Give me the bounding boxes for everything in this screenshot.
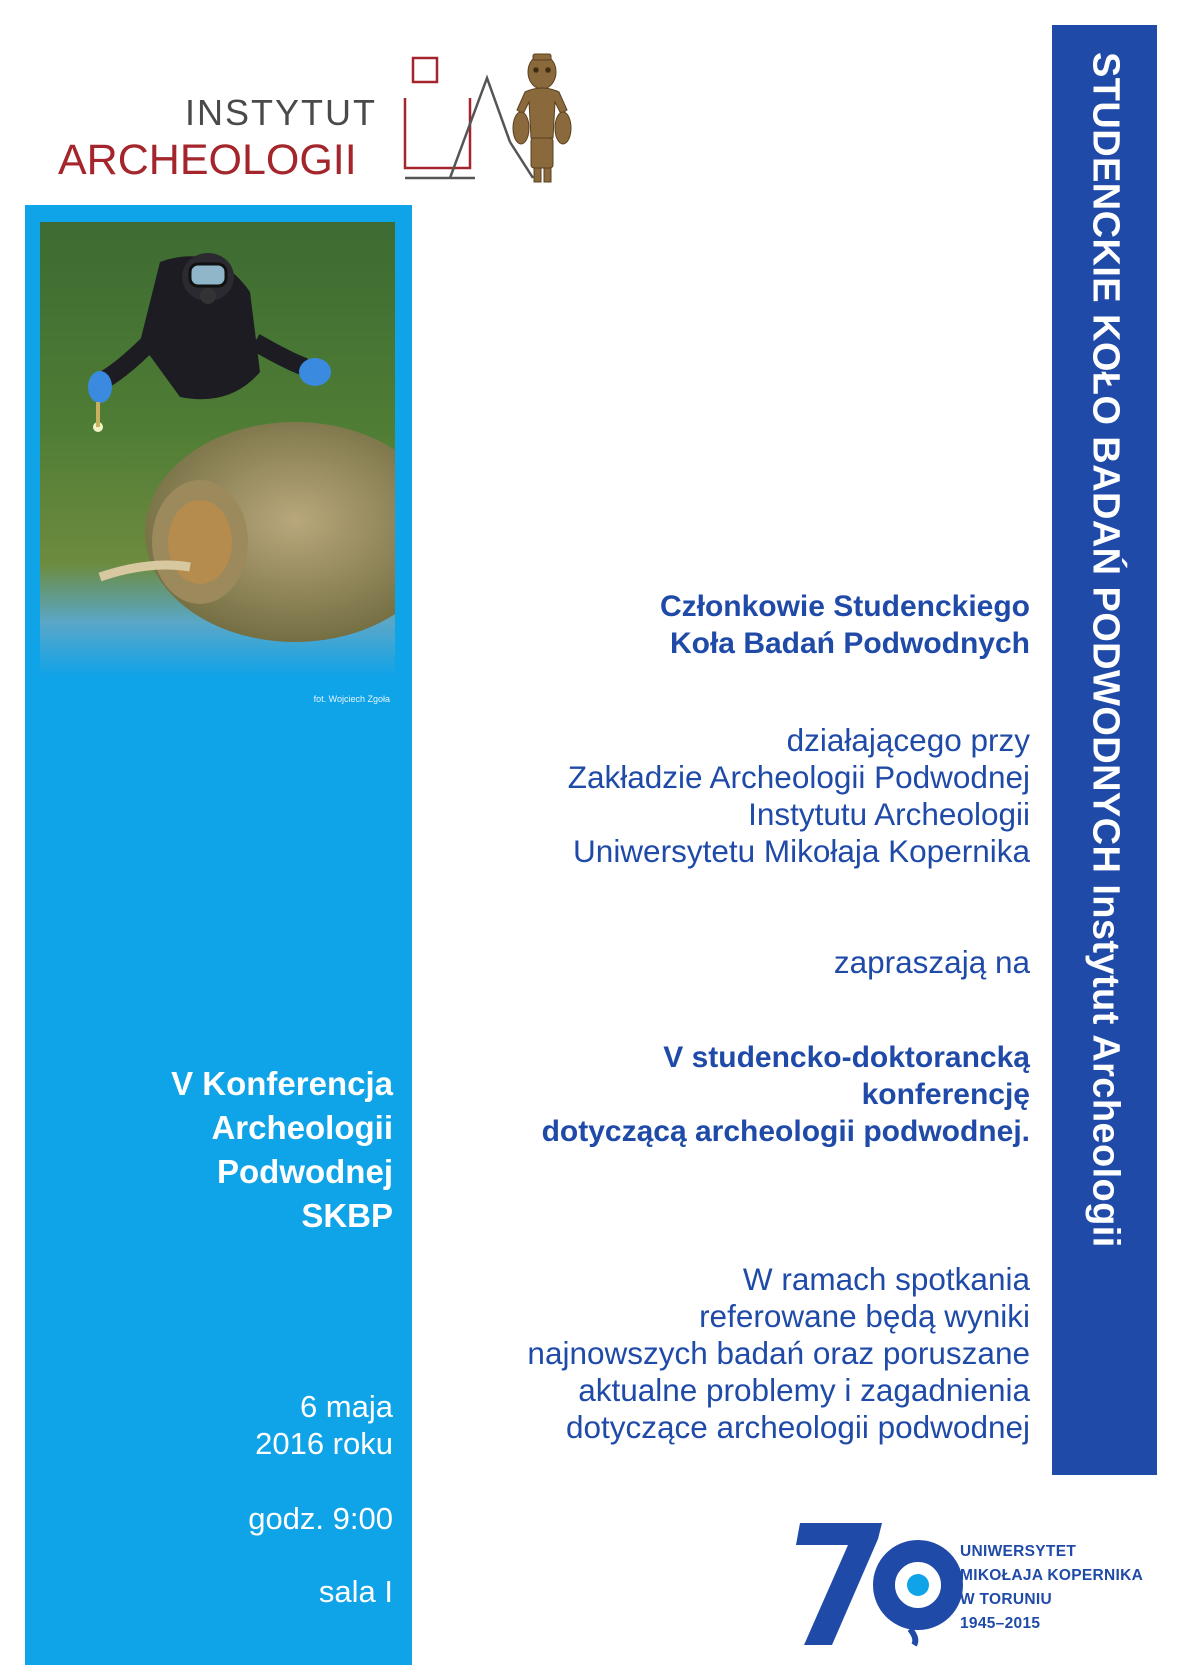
conference-title-line: V Konferencja <box>171 1065 393 1102</box>
umk-years: 1945–2015 <box>960 1615 1041 1632</box>
umk-name-line: MIKOŁAJA KOPERNIKA <box>960 1567 1144 1584</box>
figurine-icon <box>513 54 571 182</box>
conference-title-line: SKBP <box>301 1197 393 1234</box>
logo-a-right-icon <box>510 142 533 178</box>
members-heading: Członkowie Studenckiego Koła Badań Podwodnych <box>659 590 1030 660</box>
institute-name-line1: INSTYTUT <box>185 92 377 133</box>
logo-a-icon <box>450 78 510 178</box>
event-room: sala I <box>318 1574 393 1609</box>
umk-70-logo <box>790 1505 980 1655</box>
conference-title-line: Podwodnej <box>217 1153 393 1190</box>
conference-heading: V studencko-doktorancką konferencję dotyczącą archeologii podwodnej. <box>541 1041 1030 1148</box>
event-date-line: 2016 roku <box>255 1426 393 1461</box>
photo-credit: fot. Wojciech Zgoła <box>313 694 390 704</box>
conference-title-line: Archeologii <box>211 1109 393 1146</box>
seven-icon <box>796 1523 882 1645</box>
description-block: W ramach spotkania referowane będą wyniki najnowszych badań oraz poruszane aktualne problemy i zagadnienia dotyczące archeologii podwodnej <box>527 1261 1030 1445</box>
affiliation-block: działającego przy Zakładzie Archeologii Podwodnej Instytutu Archeologii Uniwersytetu Mikołaja Kopernika <box>567 722 1030 869</box>
invite-text: zapraszają na <box>833 944 1030 980</box>
logo-frame-icon <box>405 98 470 168</box>
umk-name-line: UNIWERSYTET <box>960 1543 1077 1560</box>
institute-name-line2: ARCHEOLOGII <box>58 136 357 184</box>
event-date-line: 6 maja <box>299 1389 393 1424</box>
umk-name-line: W TORUNIU <box>960 1591 1052 1608</box>
logo-square-icon <box>413 58 437 82</box>
banner-text: STUDENCKIE KOŁO BADAŃ PODWODNYCH Instytut Archeologii <box>1084 52 1127 1248</box>
event-time: godz. 9:00 <box>248 1501 393 1536</box>
underwater-diver-photo <box>40 222 395 677</box>
